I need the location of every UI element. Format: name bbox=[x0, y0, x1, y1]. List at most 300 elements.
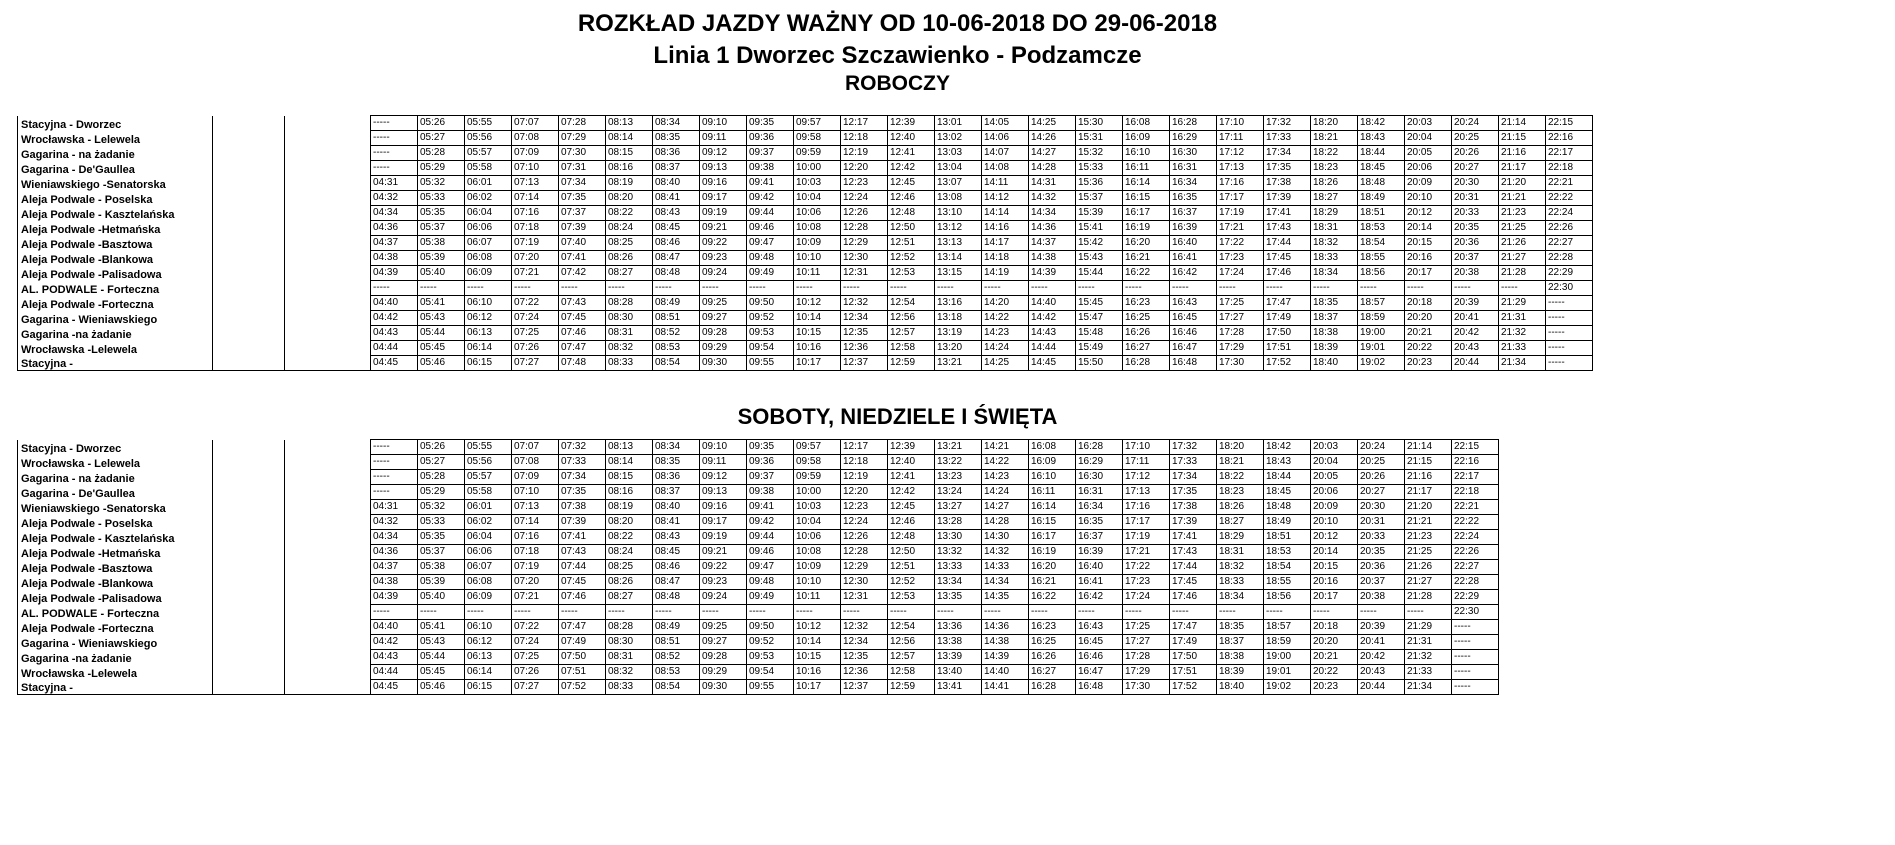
departure-time: 07:26 bbox=[512, 341, 559, 356]
departure-time: ----- bbox=[418, 281, 465, 296]
departure-time: 14:45 bbox=[1029, 356, 1076, 371]
departure-time: 13:38 bbox=[935, 635, 982, 650]
departure-time: 14:42 bbox=[1029, 311, 1076, 326]
departure-time: ----- bbox=[371, 440, 418, 455]
table-row bbox=[18, 560, 1499, 575]
departure-time: 09:29 bbox=[700, 341, 747, 356]
empty-cell bbox=[213, 131, 285, 146]
departure-time: 14:20 bbox=[982, 296, 1029, 311]
departure-time: 07:27 bbox=[512, 356, 559, 371]
table-row bbox=[18, 191, 1593, 206]
departure-time: 16:21 bbox=[1123, 251, 1170, 266]
departure-time: 16:46 bbox=[1076, 650, 1123, 665]
departure-time: 05:26 bbox=[418, 116, 465, 131]
departure-time: 08:13 bbox=[606, 440, 653, 455]
departure-time: 17:32 bbox=[1264, 116, 1311, 131]
departure-time: 12:50 bbox=[888, 545, 935, 560]
stop-name: Aleja Podwale -Palisadowa bbox=[18, 266, 213, 281]
departure-time: 13:07 bbox=[935, 176, 982, 191]
departure-time: 12:45 bbox=[888, 176, 935, 191]
departure-time: 12:39 bbox=[888, 116, 935, 131]
departure-time: 07:09 bbox=[512, 470, 559, 485]
departure-time: 22:24 bbox=[1546, 206, 1593, 221]
departure-time: 16:27 bbox=[1029, 665, 1076, 680]
departure-time: 16:29 bbox=[1076, 455, 1123, 470]
departure-time: 20:05 bbox=[1311, 470, 1358, 485]
departure-time: 12:59 bbox=[888, 680, 935, 695]
table-row bbox=[18, 680, 1499, 695]
departure-time: 12:40 bbox=[888, 455, 935, 470]
empty-cell bbox=[285, 146, 371, 161]
departure-time: 07:20 bbox=[512, 575, 559, 590]
departure-time: 16:14 bbox=[1029, 500, 1076, 515]
departure-time: 06:07 bbox=[465, 560, 512, 575]
departure-time: 20:27 bbox=[1452, 161, 1499, 176]
departure-time: 07:39 bbox=[559, 221, 606, 236]
departure-time: 14:11 bbox=[982, 176, 1029, 191]
departure-time: 05:55 bbox=[465, 440, 512, 455]
departure-time: 08:16 bbox=[606, 161, 653, 176]
departure-time: 08:40 bbox=[653, 176, 700, 191]
departure-time: 17:10 bbox=[1123, 440, 1170, 455]
departure-time: 08:22 bbox=[606, 206, 653, 221]
departure-time: 08:20 bbox=[606, 515, 653, 530]
departure-time: 20:42 bbox=[1358, 650, 1405, 665]
departure-time: 09:13 bbox=[700, 485, 747, 500]
departure-time: 20:33 bbox=[1358, 530, 1405, 545]
departure-time: 17:19 bbox=[1217, 206, 1264, 221]
departure-time: 08:30 bbox=[606, 635, 653, 650]
departure-time: 20:41 bbox=[1452, 311, 1499, 326]
departure-time: 20:39 bbox=[1358, 620, 1405, 635]
departure-time: 21:17 bbox=[1499, 161, 1546, 176]
departure-time: 17:22 bbox=[1217, 236, 1264, 251]
table-row bbox=[18, 485, 1499, 500]
departure-time: 18:29 bbox=[1217, 530, 1264, 545]
empty-cell bbox=[285, 500, 371, 515]
departure-time: ----- bbox=[1076, 281, 1123, 296]
departure-time: 16:40 bbox=[1076, 560, 1123, 575]
departure-time: 18:27 bbox=[1217, 515, 1264, 530]
departure-time: 09:37 bbox=[747, 470, 794, 485]
departure-time: 12:17 bbox=[841, 116, 888, 131]
stop-name: Aleja Podwale -Basztowa bbox=[18, 560, 213, 575]
departure-time: 10:09 bbox=[794, 236, 841, 251]
departure-time: 20:23 bbox=[1405, 356, 1452, 371]
departure-time: 07:41 bbox=[559, 251, 606, 266]
departure-time: 09:35 bbox=[747, 116, 794, 131]
departure-time: 13:18 bbox=[935, 311, 982, 326]
departure-time: 17:47 bbox=[1170, 620, 1217, 635]
departure-time: 18:23 bbox=[1311, 161, 1358, 176]
departure-time: 09:21 bbox=[700, 221, 747, 236]
departure-time: 20:24 bbox=[1358, 440, 1405, 455]
table-row bbox=[18, 311, 1593, 326]
departure-time: 13:33 bbox=[935, 560, 982, 575]
departure-time: 21:16 bbox=[1499, 146, 1546, 161]
departure-time: 20:22 bbox=[1311, 665, 1358, 680]
departure-time: ----- bbox=[888, 281, 935, 296]
empty-cell bbox=[213, 545, 285, 560]
departure-time: 09:25 bbox=[700, 296, 747, 311]
departure-time: 22:16 bbox=[1452, 455, 1499, 470]
departure-time: ----- bbox=[1546, 326, 1593, 341]
empty-cell bbox=[285, 281, 371, 296]
departure-time: 20:30 bbox=[1358, 500, 1405, 515]
departure-time: 16:42 bbox=[1170, 266, 1217, 281]
departure-time: 09:57 bbox=[794, 440, 841, 455]
table-row bbox=[18, 665, 1499, 680]
departure-time: 07:32 bbox=[559, 440, 606, 455]
departure-time: 04:31 bbox=[371, 500, 418, 515]
stop-name: Aleja Podwale -Palisadowa bbox=[18, 590, 213, 605]
departure-time: 16:29 bbox=[1170, 131, 1217, 146]
departure-time: ----- bbox=[1170, 281, 1217, 296]
departure-time: 09:52 bbox=[747, 635, 794, 650]
departure-time: 08:15 bbox=[606, 146, 653, 161]
empty-cell bbox=[213, 560, 285, 575]
departure-time: 10:08 bbox=[794, 221, 841, 236]
departure-time: 18:35 bbox=[1217, 620, 1264, 635]
departure-time: 20:38 bbox=[1358, 590, 1405, 605]
departure-time: 12:18 bbox=[841, 455, 888, 470]
departure-time: 08:14 bbox=[606, 131, 653, 146]
departure-time: ----- bbox=[982, 281, 1029, 296]
departure-time: 09:24 bbox=[700, 266, 747, 281]
stop-name: Aleja Podwale -Hetmańska bbox=[18, 545, 213, 560]
departure-time: 17:23 bbox=[1217, 251, 1264, 266]
departure-time: 09:16 bbox=[700, 176, 747, 191]
departure-time: 08:15 bbox=[606, 470, 653, 485]
empty-cell bbox=[285, 515, 371, 530]
departure-time: 20:18 bbox=[1405, 296, 1452, 311]
empty-cell bbox=[285, 605, 371, 620]
departure-time: 15:50 bbox=[1076, 356, 1123, 371]
departure-time: 16:23 bbox=[1123, 296, 1170, 311]
table-row bbox=[18, 545, 1499, 560]
departure-time: 17:27 bbox=[1123, 635, 1170, 650]
departure-time: 20:35 bbox=[1452, 221, 1499, 236]
departure-time: 04:31 bbox=[371, 176, 418, 191]
departure-time: 17:27 bbox=[1217, 311, 1264, 326]
departure-time: 20:16 bbox=[1405, 251, 1452, 266]
departure-time: 13:28 bbox=[935, 515, 982, 530]
departure-time: 14:12 bbox=[982, 191, 1029, 206]
departure-time: 10:06 bbox=[794, 530, 841, 545]
departure-time: 04:45 bbox=[371, 680, 418, 695]
departure-time: 12:32 bbox=[841, 620, 888, 635]
departure-time: 10:08 bbox=[794, 545, 841, 560]
departure-time: 08:37 bbox=[653, 161, 700, 176]
departure-time: 18:34 bbox=[1217, 590, 1264, 605]
departure-time: 21:26 bbox=[1499, 236, 1546, 251]
departure-time: 17:17 bbox=[1123, 515, 1170, 530]
departure-time: 16:30 bbox=[1170, 146, 1217, 161]
departure-time: 20:04 bbox=[1405, 131, 1452, 146]
departure-time: 10:12 bbox=[794, 296, 841, 311]
departure-time: 07:49 bbox=[559, 635, 606, 650]
departure-time: 10:14 bbox=[794, 311, 841, 326]
departure-time: 06:14 bbox=[465, 341, 512, 356]
departure-time: 08:47 bbox=[653, 251, 700, 266]
departure-time: 05:45 bbox=[418, 341, 465, 356]
departure-time: ----- bbox=[1076, 605, 1123, 620]
departure-time: 13:14 bbox=[935, 251, 982, 266]
departure-time: 05:35 bbox=[418, 206, 465, 221]
departure-time: 06:13 bbox=[465, 326, 512, 341]
departure-time: 16:10 bbox=[1029, 470, 1076, 485]
departure-time: 20:10 bbox=[1405, 191, 1452, 206]
departure-time: 06:08 bbox=[465, 575, 512, 590]
departure-time: 22:27 bbox=[1452, 560, 1499, 575]
departure-time: 16:19 bbox=[1029, 545, 1076, 560]
departure-time: 08:19 bbox=[606, 176, 653, 191]
table-row bbox=[18, 635, 1499, 650]
departure-time: 15:41 bbox=[1076, 221, 1123, 236]
departure-time: 13:21 bbox=[935, 440, 982, 455]
departure-time: 18:23 bbox=[1217, 485, 1264, 500]
departure-time: 20:36 bbox=[1358, 560, 1405, 575]
departure-time: ----- bbox=[512, 605, 559, 620]
departure-time: 15:31 bbox=[1076, 131, 1123, 146]
departure-time: 09:36 bbox=[747, 131, 794, 146]
departure-time: 07:16 bbox=[512, 206, 559, 221]
empty-cell bbox=[213, 590, 285, 605]
departure-time: ----- bbox=[371, 455, 418, 470]
departure-time: 09:35 bbox=[747, 440, 794, 455]
departure-time: 14:16 bbox=[982, 221, 1029, 236]
departure-time: 18:26 bbox=[1217, 500, 1264, 515]
departure-time: 13:34 bbox=[935, 575, 982, 590]
departure-time: 13:27 bbox=[935, 500, 982, 515]
departure-time: 08:35 bbox=[653, 131, 700, 146]
stop-name: AL. PODWALE - Forteczna bbox=[18, 605, 213, 620]
departure-time: 09:19 bbox=[700, 206, 747, 221]
departure-time: 14:34 bbox=[1029, 206, 1076, 221]
departure-time: 17:23 bbox=[1123, 575, 1170, 590]
departure-time: 16:47 bbox=[1076, 665, 1123, 680]
departure-time: 12:51 bbox=[888, 236, 935, 251]
departure-time: 22:16 bbox=[1546, 131, 1593, 146]
departure-time: 13:20 bbox=[935, 341, 982, 356]
departure-time: 12:50 bbox=[888, 221, 935, 236]
departure-time: 12:54 bbox=[888, 620, 935, 635]
departure-time: ----- bbox=[371, 485, 418, 500]
departure-time: 15:36 bbox=[1076, 176, 1123, 191]
departure-time: ----- bbox=[1452, 281, 1499, 296]
departure-time: 05:44 bbox=[418, 326, 465, 341]
departure-time: 08:30 bbox=[606, 311, 653, 326]
departure-time: 12:26 bbox=[841, 206, 888, 221]
departure-time: 20:12 bbox=[1311, 530, 1358, 545]
departure-time: 16:21 bbox=[1029, 575, 1076, 590]
departure-time: ----- bbox=[371, 146, 418, 161]
departure-time: 08:14 bbox=[606, 455, 653, 470]
departure-time: 06:04 bbox=[465, 530, 512, 545]
departure-time: 22:28 bbox=[1546, 251, 1593, 266]
departure-time: 12:20 bbox=[841, 161, 888, 176]
departure-time: 22:21 bbox=[1546, 176, 1593, 191]
empty-cell bbox=[285, 530, 371, 545]
departure-time: 09:42 bbox=[747, 515, 794, 530]
departure-time: 18:57 bbox=[1358, 296, 1405, 311]
departure-time: 09:57 bbox=[794, 116, 841, 131]
departure-time: ----- bbox=[653, 281, 700, 296]
departure-time: 06:02 bbox=[465, 515, 512, 530]
departure-time: 14:39 bbox=[1029, 266, 1076, 281]
departure-time: ----- bbox=[1405, 281, 1452, 296]
empty-cell bbox=[213, 470, 285, 485]
stop-name: Gagarina - De'Gaullea bbox=[18, 485, 213, 500]
departure-time: 07:09 bbox=[512, 146, 559, 161]
departure-time: 17:50 bbox=[1170, 650, 1217, 665]
departure-time: 12:23 bbox=[841, 500, 888, 515]
departure-time: 09:41 bbox=[747, 176, 794, 191]
departure-time: 10:17 bbox=[794, 356, 841, 371]
departure-time: 05:39 bbox=[418, 251, 465, 266]
departure-time: 12:58 bbox=[888, 665, 935, 680]
departure-time: 18:48 bbox=[1264, 500, 1311, 515]
departure-time: 17:12 bbox=[1217, 146, 1264, 161]
departure-time: 20:12 bbox=[1405, 206, 1452, 221]
stop-name: Stacyjna - Dworzec bbox=[18, 116, 213, 131]
departure-time: 10:15 bbox=[794, 326, 841, 341]
departure-time: 13:39 bbox=[935, 650, 982, 665]
departure-time: 17:35 bbox=[1264, 161, 1311, 176]
departure-time: ----- bbox=[1358, 605, 1405, 620]
empty-cell bbox=[285, 206, 371, 221]
departure-time: 18:56 bbox=[1358, 266, 1405, 281]
departure-time: 10:09 bbox=[794, 560, 841, 575]
departure-time: 18:39 bbox=[1217, 665, 1264, 680]
departure-time: 20:38 bbox=[1452, 266, 1499, 281]
empty-cell bbox=[213, 176, 285, 191]
departure-time: 21:33 bbox=[1499, 341, 1546, 356]
departure-time: 20:16 bbox=[1311, 575, 1358, 590]
departure-time: 16:45 bbox=[1170, 311, 1217, 326]
departure-time: 13:41 bbox=[935, 680, 982, 695]
departure-time: 07:24 bbox=[512, 311, 559, 326]
departure-time: 09:50 bbox=[747, 296, 794, 311]
departure-time: 20:30 bbox=[1452, 176, 1499, 191]
departure-time: 17:21 bbox=[1123, 545, 1170, 560]
departure-time: 08:46 bbox=[653, 236, 700, 251]
departure-time: 18:44 bbox=[1358, 146, 1405, 161]
departure-time: 06:10 bbox=[465, 620, 512, 635]
departure-time: 18:44 bbox=[1264, 470, 1311, 485]
departure-time: ----- bbox=[371, 470, 418, 485]
departure-time: 21:25 bbox=[1405, 545, 1452, 560]
departure-time: ----- bbox=[747, 605, 794, 620]
empty-cell bbox=[285, 326, 371, 341]
departure-time: 07:39 bbox=[559, 515, 606, 530]
departure-time: 16:31 bbox=[1076, 485, 1123, 500]
departure-time: 09:19 bbox=[700, 530, 747, 545]
departure-time: 12:28 bbox=[841, 221, 888, 236]
stop-name: Wieniawskiego -Senatorska bbox=[18, 500, 213, 515]
departure-time: ----- bbox=[1546, 311, 1593, 326]
departure-time: 12:19 bbox=[841, 146, 888, 161]
empty-cell bbox=[285, 251, 371, 266]
departure-time: 17:28 bbox=[1123, 650, 1170, 665]
departure-time: 14:23 bbox=[982, 326, 1029, 341]
departure-time: 05:29 bbox=[418, 485, 465, 500]
departure-time: 22:29 bbox=[1546, 266, 1593, 281]
departure-time: 12:24 bbox=[841, 191, 888, 206]
departure-time: 22:18 bbox=[1452, 485, 1499, 500]
departure-time: 14:38 bbox=[982, 635, 1029, 650]
departure-time: 04:44 bbox=[371, 665, 418, 680]
table-row bbox=[18, 206, 1593, 221]
departure-time: 21:29 bbox=[1405, 620, 1452, 635]
departure-time: 22:24 bbox=[1452, 530, 1499, 545]
departure-time: 12:51 bbox=[888, 560, 935, 575]
departure-time: 07:50 bbox=[559, 650, 606, 665]
departure-time: 17:11 bbox=[1217, 131, 1264, 146]
departure-time: 20:25 bbox=[1358, 455, 1405, 470]
departure-time: 12:29 bbox=[841, 560, 888, 575]
departure-time: 16:26 bbox=[1123, 326, 1170, 341]
departure-time: 16:17 bbox=[1123, 206, 1170, 221]
departure-time: ----- bbox=[559, 281, 606, 296]
departure-time: 09:21 bbox=[700, 545, 747, 560]
table-row bbox=[18, 251, 1593, 266]
departure-time: 14:40 bbox=[1029, 296, 1076, 311]
departure-time: 17:51 bbox=[1170, 665, 1217, 680]
departure-time: 14:23 bbox=[982, 470, 1029, 485]
departure-time: 09:38 bbox=[747, 161, 794, 176]
departure-time: 17:45 bbox=[1170, 575, 1217, 590]
departure-time: 07:08 bbox=[512, 455, 559, 470]
departure-time: 08:49 bbox=[653, 620, 700, 635]
departure-time: 17:47 bbox=[1264, 296, 1311, 311]
departure-time: ----- bbox=[1123, 605, 1170, 620]
departure-time: 16:35 bbox=[1170, 191, 1217, 206]
departure-time: 07:28 bbox=[559, 116, 606, 131]
departure-time: 06:14 bbox=[465, 665, 512, 680]
table-row bbox=[18, 281, 1593, 296]
departure-time: 20:26 bbox=[1358, 470, 1405, 485]
table-row bbox=[18, 176, 1593, 191]
departure-time: 18:21 bbox=[1217, 455, 1264, 470]
departure-time: 07:25 bbox=[512, 326, 559, 341]
departure-time: 13:02 bbox=[935, 131, 982, 146]
departure-time: 17:13 bbox=[1217, 161, 1264, 176]
departure-time: 12:40 bbox=[888, 131, 935, 146]
empty-cell bbox=[213, 116, 285, 131]
table-row bbox=[18, 620, 1499, 635]
departure-time: 20:25 bbox=[1452, 131, 1499, 146]
departure-time: 13:22 bbox=[935, 455, 982, 470]
departure-time: 12:46 bbox=[888, 515, 935, 530]
stop-name: Gagarina - De'Gaullea bbox=[18, 161, 213, 176]
departure-time: 17:25 bbox=[1123, 620, 1170, 635]
empty-cell bbox=[213, 281, 285, 296]
stop-name: Aleja Podwale -Forteczna bbox=[18, 620, 213, 635]
departure-time: ----- bbox=[371, 161, 418, 176]
table-row bbox=[18, 455, 1499, 470]
departure-time: 12:23 bbox=[841, 176, 888, 191]
stop-name: Wieniawskiego -Senatorska bbox=[18, 176, 213, 191]
departure-time: 08:25 bbox=[606, 560, 653, 575]
departure-time: 09:24 bbox=[700, 590, 747, 605]
departure-time: 16:35 bbox=[1076, 515, 1123, 530]
departure-time: 22:18 bbox=[1546, 161, 1593, 176]
departure-time: 20:14 bbox=[1405, 221, 1452, 236]
departure-time: 08:34 bbox=[653, 440, 700, 455]
departure-time: ----- bbox=[371, 116, 418, 131]
empty-cell bbox=[213, 485, 285, 500]
